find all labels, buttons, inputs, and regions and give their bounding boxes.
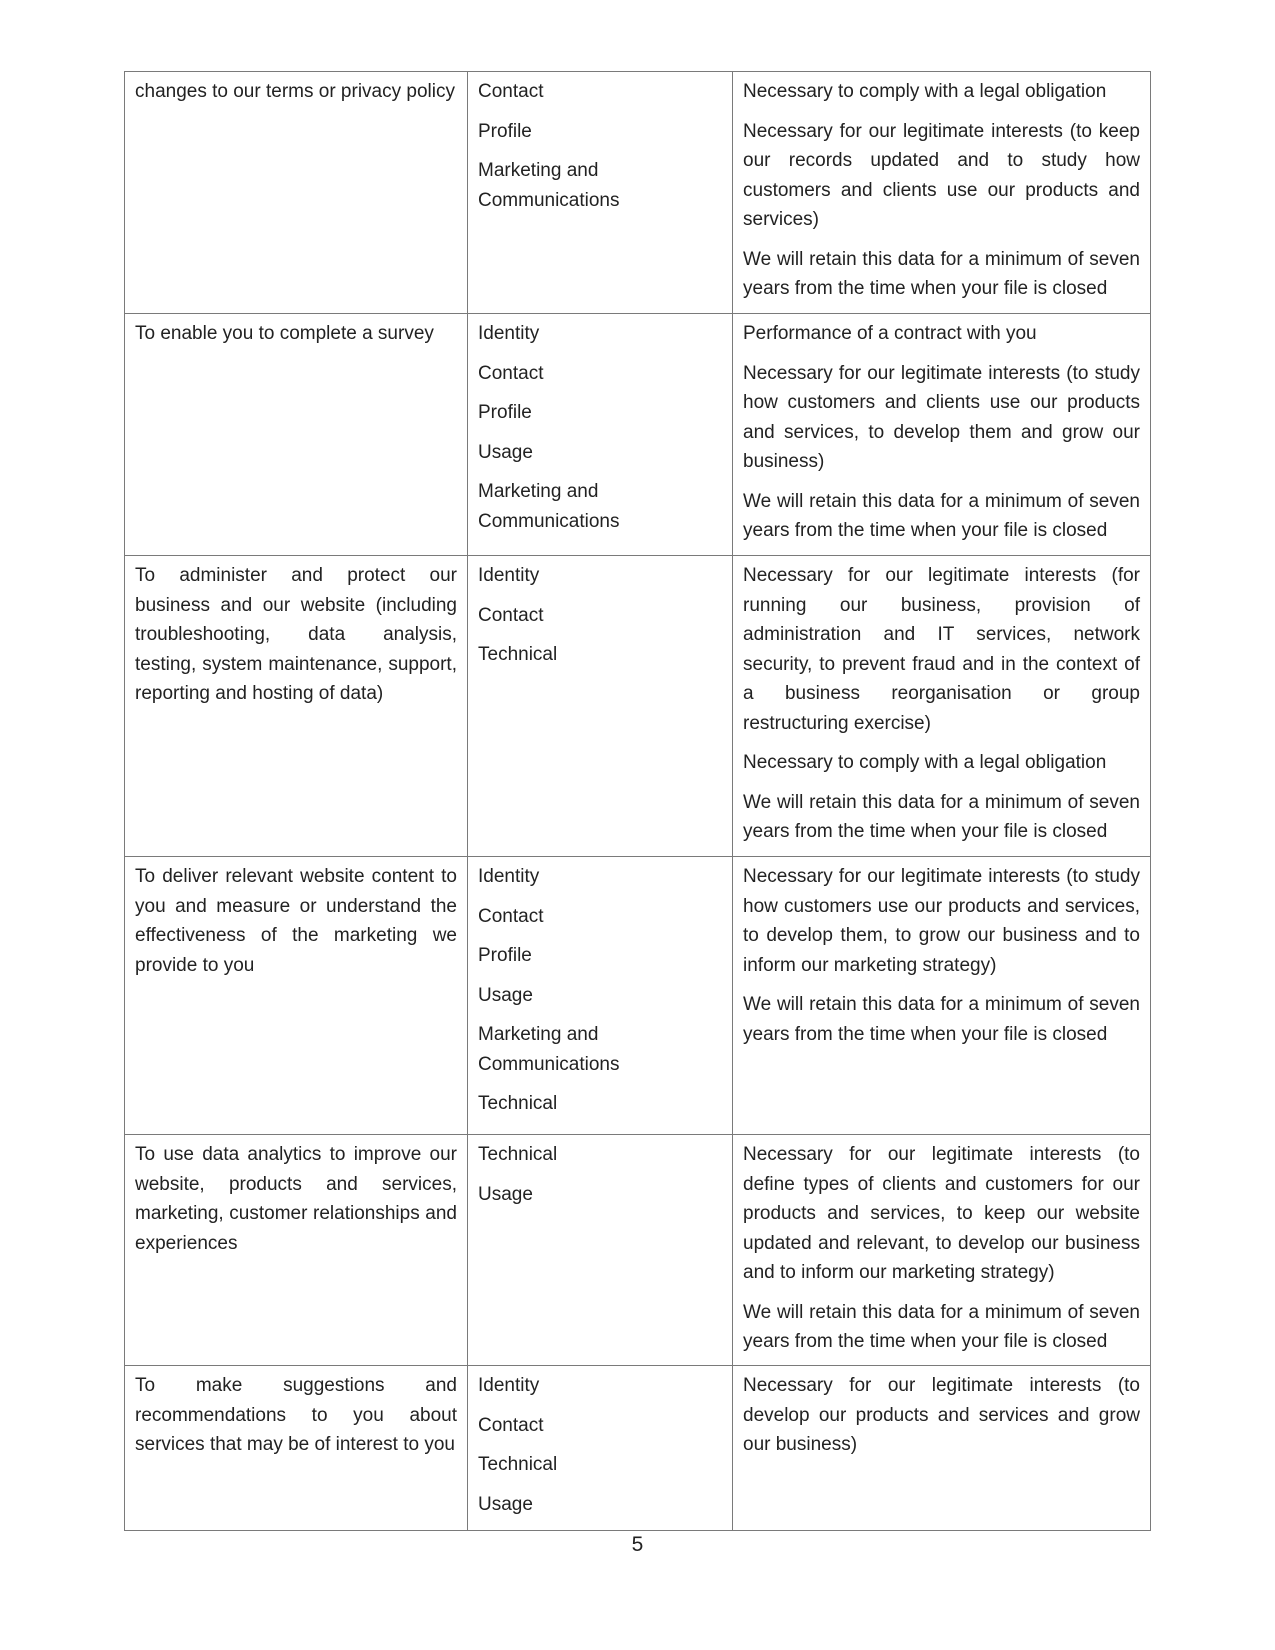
data-type: Technical xyxy=(478,1144,558,1165)
table-row xyxy=(125,857,1151,1135)
purpose-cell: To enable you to complete a survey xyxy=(125,314,468,556)
data-type: Profile xyxy=(478,120,532,142)
data-type: Usage xyxy=(478,441,533,463)
lawful-basis: Necessary to comply with a legal obligation xyxy=(743,752,1107,773)
data-type: Technical xyxy=(478,1093,558,1114)
data-type: Identity xyxy=(478,323,540,344)
lawful-basis: Necessary for our legitimate interests (to study how customers use our products and services, to develop them, to grow our business and to inform our marketing strategy) xyxy=(743,866,1140,976)
lawful-basis: Necessary for our legitimate interests (to keep our records updated and to study how customers and clients use our products and services) xyxy=(743,120,1140,230)
data-type: Identity xyxy=(478,565,540,586)
data-type: Contact xyxy=(478,905,544,927)
lawful-basis: Performance of a contract with you xyxy=(743,323,1037,344)
lawful-basis: Necessary for our legitimate interests (to study how customers and clients use our products and services, to develop them and grow our business) xyxy=(743,362,1140,472)
table-row xyxy=(125,1135,1151,1366)
data-types-cell xyxy=(468,1135,733,1366)
lawful-basis-cell xyxy=(733,72,1151,314)
lawful-basis: We will retain this data for a minimum of seven years from the time when your file is closed xyxy=(743,791,1140,842)
data-types-cell xyxy=(468,556,733,857)
data-type: Identity xyxy=(478,866,540,887)
table-row xyxy=(125,1366,1151,1531)
lawful-basis: We will retain this data for a minimum of seven years from the time when your file is closed xyxy=(743,1301,1140,1352)
lawful-basis: Necessary for our legitimate interests (to develop our products and services and grow our business) xyxy=(743,1375,1140,1455)
data-type: Contact xyxy=(478,604,544,626)
purpose-table xyxy=(124,71,1151,1531)
data-type: Profile xyxy=(478,402,532,423)
data-type: Technical xyxy=(478,644,558,665)
data-type: Identity xyxy=(478,1375,540,1396)
data-types-cell xyxy=(468,1366,733,1531)
lawful-basis-cell xyxy=(733,314,1151,556)
lawful-basis: Necessary for our legitimate interests (for running our business, provision of administration and IT services, network security, to prevent fraud and in the context of a business reorganisation or group restructuring exercise) xyxy=(743,565,1140,734)
lawful-basis-cell xyxy=(733,1135,1151,1366)
data-type: Contact xyxy=(478,362,544,384)
table-row xyxy=(125,72,1151,314)
lawful-basis: We will retain this data for a minimum of seven years from the time when your file is closed xyxy=(743,490,1140,541)
lawful-basis: Necessary to comply with a legal obligation xyxy=(743,81,1107,102)
data-type: Usage xyxy=(478,1493,533,1515)
lawful-basis-cell xyxy=(733,857,1151,1135)
lawful-basis: We will retain this data for a minimum of seven years from the time when your file is closed xyxy=(743,248,1140,299)
data-type: Technical xyxy=(478,1454,558,1475)
data-types-cell xyxy=(468,314,733,556)
purpose-cell: To administer and protect our business and our website (including troubleshooting, data analysis, testing, system maintenance, support, reporting and hosting of data) xyxy=(125,556,468,857)
data-type: Contact xyxy=(478,81,544,102)
data-type: Contact xyxy=(478,1414,544,1436)
data-types-cell xyxy=(468,72,733,314)
data-type: Marketing and Communications xyxy=(478,481,620,532)
purpose-cell: To use data analytics to improve our website, products and services, marketing, customer relationships and experiences xyxy=(125,1135,468,1366)
purpose-cell: To deliver relevant website content to you and measure or understand the effectiveness of the marketing we provide to you xyxy=(125,857,468,1135)
data-type: Marketing and Communications xyxy=(478,160,620,211)
data-type: Usage xyxy=(478,1183,533,1205)
lawful-basis-cell xyxy=(733,1366,1151,1531)
table-row xyxy=(125,314,1151,556)
page-number: 5 xyxy=(631,1533,644,1556)
purpose-cell: changes to our terms or privacy policy xyxy=(125,72,468,314)
table-row xyxy=(125,556,1151,857)
purpose-cell: To make suggestions and recommendations to you about services that may be of interest to you xyxy=(125,1366,468,1531)
lawful-basis-cell xyxy=(733,556,1151,857)
data-type: Marketing and Communications xyxy=(478,1024,620,1075)
data-type: Profile xyxy=(478,945,532,966)
lawful-basis: Necessary for our legitimate interests (to define types of clients and customers for our products and services, to keep our website updated and relevant, to develop our business and to inform our marketing strategy) xyxy=(743,1144,1140,1283)
data-types-cell xyxy=(468,857,733,1135)
data-type: Usage xyxy=(478,984,533,1006)
lawful-basis: We will retain this data for a minimum of seven years from the time when your file is closed xyxy=(743,994,1140,1045)
